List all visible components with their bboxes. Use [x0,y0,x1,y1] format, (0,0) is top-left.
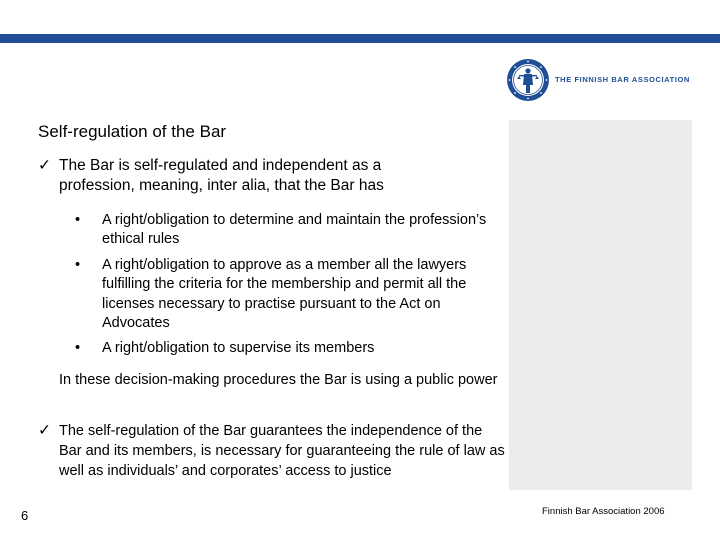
header-bar [0,34,720,43]
sub-point-text: A right/obligation to approve as a member all the lawyers fulfilling the criteria for the membership and permit all the licenses necessary to practise pursuant to the Act on Advocates [102,257,467,331]
organization-name: THE FINNISH BAR ASSOCIATION [555,75,690,84]
footer-credit: Finnish Bar Association 2006 [542,506,665,517]
sub-point-text: A right/obligation to determine and maintain the profession’s ethical rules [102,212,487,248]
check-point-text: The Bar is self-regulated and independent as a profession, meaning, inter alia, that the Bar has [59,157,384,194]
bar-association-logo [506,58,706,104]
check-icon: ✓ [38,157,51,174]
bullet-icon: • [75,257,81,273]
check-point-text: The self-regulation of the Bar guarantees the independence of the Bar and its members, is necessary for guaranteeing the rule of law as well as individuals’ and corporates’ access to justice [59,423,505,479]
bullet-icon: • [75,212,81,228]
slide-title: Self-regulation of the Bar [38,122,227,141]
note-text: In these decision-making procedures the Bar is using a public power [59,372,498,388]
sub-point-text: A right/obligation to supervise its members [102,340,375,356]
page-number: 6 [21,508,29,523]
seal-icon [506,58,550,102]
check-icon: ✓ [38,422,51,439]
side-panel [509,120,692,490]
bullet-icon: • [75,340,81,356]
